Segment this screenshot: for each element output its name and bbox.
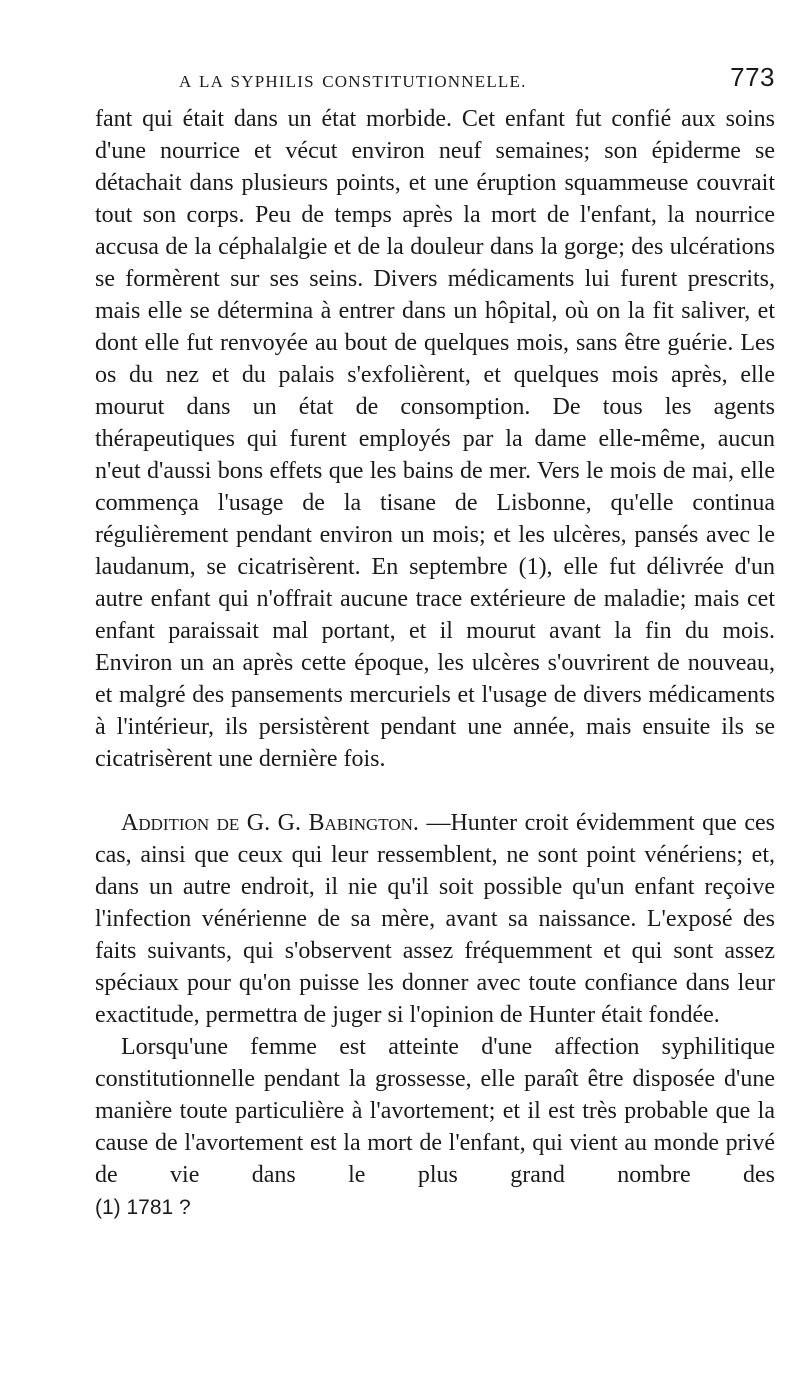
section-heading: Addition de G. G. Babington. [121,810,419,836]
paragraph-case-history: fant qui était dans un état morbide. Cet enfant fut confié aux soins d'une nourrice et vécut environ neuf semaines; son épiderme se détachait dans plusieurs points, et une éruption squammeuse couvrait tout son corps. Peu de temps après la mort de l'enfant, la nourrice accusa de la céphalalgie et de la douleur dans la gorge; des ulcérations se formèrent sur ses seins. Divers médicaments lui furent prescrits, mais elle se détermina à entrer dans un hôpital, où on la fit saliver, et dont elle fut renvoyée au bout de quelques mois, sans être guérie. Les os du nez et du palais s'exfolièrent, et quelques mois après, elle mourut dans un état de consomption. De tous les agents thérapeutiques qui furent employés par la dame elle-même, aucun n'eut d'aussi bons effets que les bains de mer. Vers le mois de mai, elle commença l'usage de la tisane de Lisbonne, qu'elle continua régulièrement pendant environ un mois; et les ulcères, pansés avec le laudanum, se cicatrisèrent. En septembre (1), elle fut délivrée d'un autre enfant qui n'offrait aucune trace extérieure de maladie; mais cet enfant paraissait mal portant, et il mourut avant la fin du mois. Environ un an après cette époque, les ulcères s'ouvrirent de nouveau, et malgré des pansements mercuriels et l'usage de divers médicaments à l'intérieur, ils persistèrent pendant une année, mais ensuite ils se cicatrisèrent une dernière fois. [95,106,775,772]
paragraph-addition-babington [95,807,775,1031]
paragraph-addition-text: —Hunter croit évidemment que ces cas, ainsi que ceux qui leur ressemblent, ne sont point vénériens; et, dans un autre endroit, il nie qu'il soit possible qu'un enfant reçoive l'infection vénérienne de sa mère, avant sa naissance. L'exposé des faits suivants, qui s'observent assez fréquemment et qui sont assez spéciaux pour qu'on puisse les donner avec toute confiance dans leur exactitude, permettra de juger si l'opinion de Hunter était fondée. [95,810,775,1028]
running-title: A LA SYPHILIS CONSTITUTIONNELLE. [179,72,527,91]
footnote: (1) 1781 ? [95,1196,191,1219]
page-header [95,62,775,102]
paragraph-gap [95,775,775,807]
body-text [95,103,775,1221]
page-number: 773 [730,62,775,92]
paragraph-avortement: Lorsqu'une femme est atteinte d'une affection syphilitique constitutionnelle pendant la grossesse, elle paraît être disposée d'une manière toute particulière à l'avortement; et il est très probable que la cause de l'avortement est la mort de l'enfant, qui vient au monde privé de vie dans le plus grand nombre des [95,1034,775,1188]
